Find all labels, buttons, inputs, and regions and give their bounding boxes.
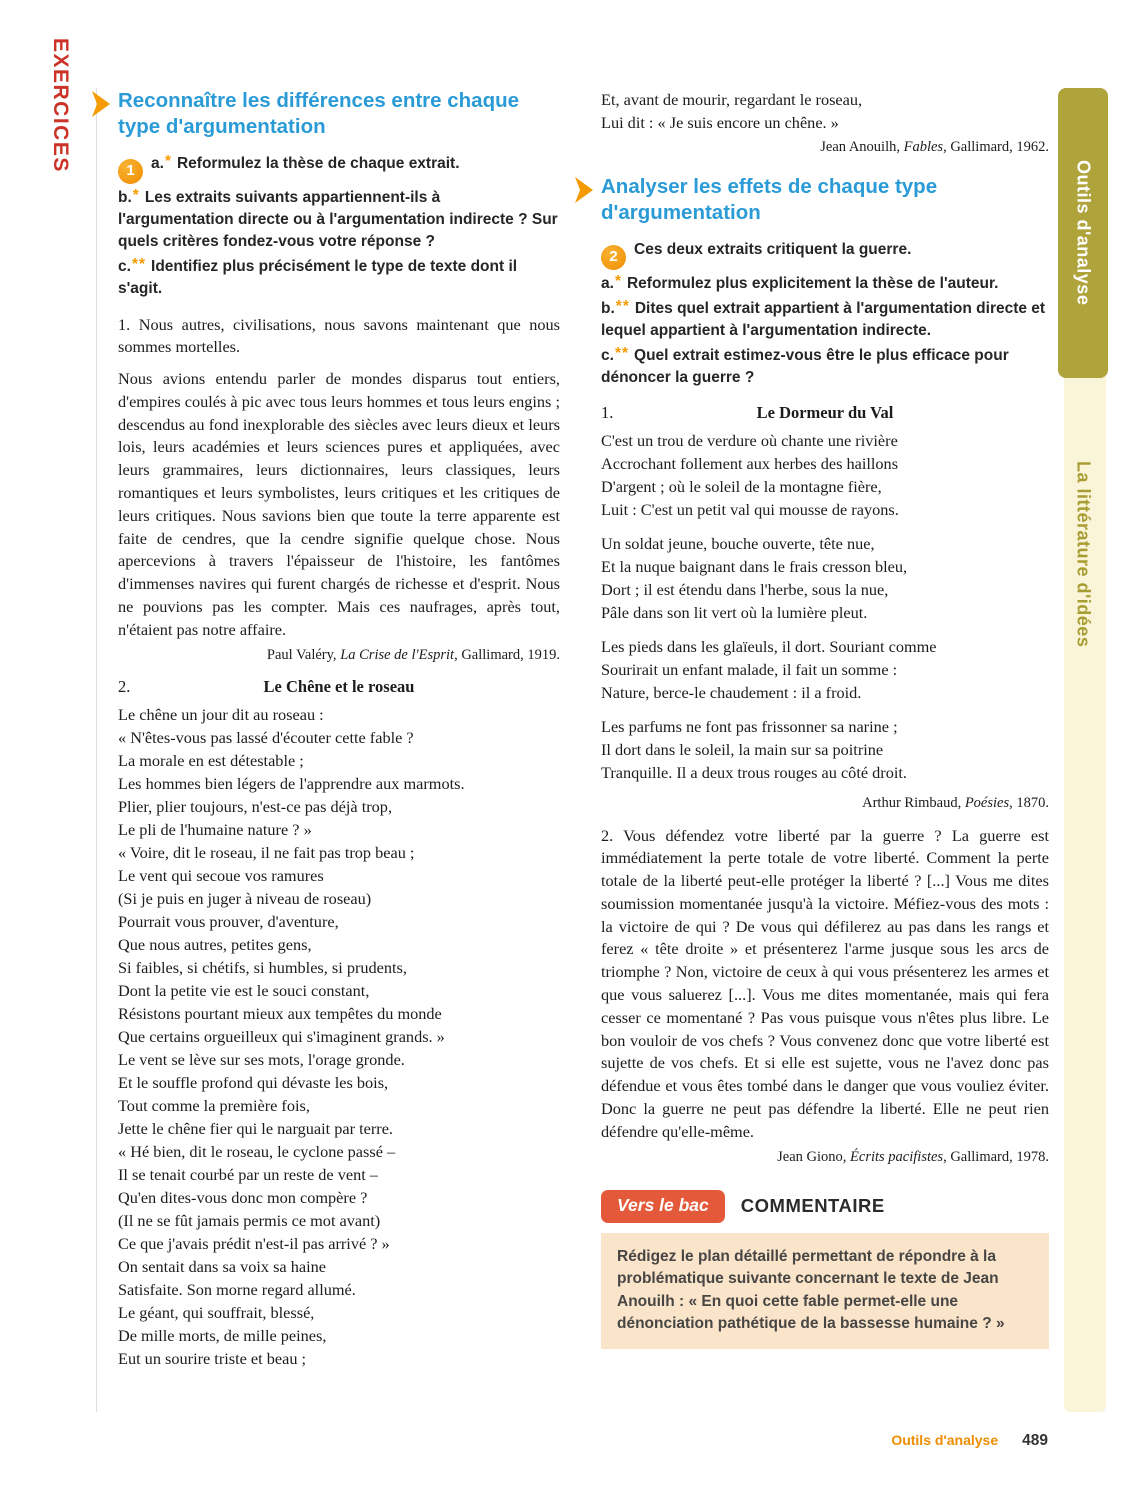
attribution-publisher: , Gallimard, 1919.: [454, 646, 560, 663]
poem-title: Le Chêne et le roseau: [263, 676, 415, 696]
question-text: Identifiez plus précisément le type de texte dont il s'agit.: [118, 257, 518, 297]
dormeur-attribution: [601, 795, 1049, 812]
dormeur-stanza-3: [601, 635, 1049, 704]
question-text: Les extraits suivants appartiennent-ils à l'argumentation directe ou à l'argumentation indirecte ? Sur quels critères fondez-vous votre réponse ?: [118, 188, 558, 250]
text-number: 2.: [118, 676, 131, 696]
poem-line: Et le souffle profond qui dévaste les bois,: [118, 1072, 389, 1092]
question-text: Reformulez plus explicitement la thèse de l'auteur.: [626, 274, 999, 292]
poem-line: Tout comme la première fois,: [118, 1095, 310, 1115]
valery-attribution: [118, 647, 560, 664]
vers-le-bac-row: [601, 1190, 1049, 1223]
poem-line: Le vent se lève sur ses mots, l'orage gronde.: [118, 1049, 405, 1069]
commentaire-instructions-box: Rédigez le plan détaillé permettant de répondre à la problématique suivante concernant le texte de Jean Anouilh : « En quoi cette fable permet-elle une dénonciation pathétique de la bassesse humaine ? »: [601, 1233, 1049, 1349]
exercise-1: [118, 153, 560, 300]
exercise-1-question-a: 1 a.* Reformulez la thèse de chaque extrait.: [118, 153, 560, 184]
poem-line: Plier, plier toujours, n'est-ce pas déjà trop,: [118, 796, 393, 816]
poem-line: La morale en est détestable ;: [118, 750, 304, 770]
poem-line: Si faibles, si chétifs, si humbles, si prudents,: [118, 957, 407, 977]
attribution-publisher: , Gallimard, 1978.: [943, 1148, 1049, 1165]
poem-line: Résistons pourtant mieux aux tempêtes du monde: [118, 1003, 442, 1023]
attribution-author: Jean Anouilh,: [820, 139, 904, 155]
section-heading-2: [601, 174, 1049, 226]
attribution-author: Paul Valéry,: [266, 646, 341, 663]
poem-line: De mille morts, de mille peines,: [118, 1325, 327, 1345]
poem-line: Eut un sourire triste et beau ;: [118, 1348, 307, 1368]
chene-poem-left-part: [118, 703, 560, 1370]
text-number: 1.: [601, 402, 614, 422]
poem-line: Tranquille. Il a deux trous rouges au côté droit.: [601, 762, 907, 782]
commentaire-heading: COMMENTAIRE: [740, 1195, 885, 1217]
poem-line: Il dort dans le soleil, la main sur sa poitrine: [601, 739, 884, 759]
tab-la-litterature-didees: La littérature d'idées: [1073, 460, 1094, 648]
section-2-title: Analyser les effets de chaque type d'argumentation: [601, 175, 938, 224]
question-text: Reformulez la thèse de chaque extrait.: [176, 155, 460, 172]
vers-le-bac-badge: Vers le bac: [601, 1190, 725, 1223]
poem-line: Le pli de l'humaine nature ? »: [118, 819, 312, 839]
poem-line: Sourirait un enfant malade, il fait un somme :: [601, 659, 898, 679]
page-number: 489: [1022, 1432, 1048, 1449]
difficulty-star: **: [615, 297, 630, 315]
poem-line: (Il ne se fût jamais permis ce mot avant): [118, 1210, 381, 1230]
poem-line: Accrochant follement aux herbes des haillons: [601, 453, 899, 473]
dormeur-stanza-2: [601, 532, 1049, 624]
poem-line: Qu'en dites-vous donc mon compère ?: [118, 1187, 368, 1207]
exercise-1-question-b: b.* Les extraits suivants appartiennent-ils à l'argumentation directe ou à l'argumentation indirecte ? Sur quels critères fondez-vous votre réponse ?: [118, 186, 558, 250]
attribution-work-title: La Crise de l'Esprit: [340, 646, 455, 663]
poem-line: « Voire, dit le roseau, il ne fait pas trop beau ;: [118, 842, 415, 862]
valery-body: Nous avions entendu parler de mondes disparus tout entiers, d'empires coulés à pic avec tous leurs hommes et tous leurs engins ; descendus au fond inexplorable des siècles avec leurs dieux et leurs lois, leurs académies et leurs sciences pures et appliquées, avec leurs grammaires, leurs dictionnaires, leurs classiques, leurs romantiques et leurs symbolistes, leurs critiques et les critiques de leurs critiques. Nous savions bien que toute la terre apparente est faite de cendres, que la cendre signifie quelque chose. Nous apercevions à travers l'épaisseur de l'histoire, les fantômes d'immenses navires qui furent chargés de richesse et d'esprit. Nous ne pouvions pas les compter. Mais ces naufrages, après tout, n'étaient pas notre affaire.: [118, 369, 560, 639]
difficulty-star: *: [164, 153, 172, 170]
poem-line: Un soldat jeune, bouche ouverte, tête nue,: [601, 533, 875, 553]
question-text: Dites quel extrait appartient à l'argumentation directe et lequel appartient à l'argumentation indirecte.: [601, 299, 1046, 339]
poem-line: Lui dit : « Je suis encore un chêne. »: [601, 113, 839, 132]
exercise-2: [601, 239, 1049, 389]
footer-section-label: Outils d'analyse: [891, 1432, 999, 1448]
difficulty-star: **: [614, 344, 630, 362]
section-chevron-icon: [575, 177, 593, 203]
poem-line: Ce que j'avais prédit n'est-il pas arrivé ? »: [118, 1233, 390, 1253]
right-column: [601, 88, 1049, 1349]
dormeur-title-row: [601, 403, 1049, 423]
poem-line: Les pieds dans les glaïeuls, il dort. Souriant comme: [601, 636, 937, 656]
exercise-1-number-badge: 1: [118, 159, 143, 184]
page-footer: [891, 1432, 1048, 1450]
poem-line: Dont la petite vie est le souci constant,: [118, 980, 370, 1000]
exercise-2-intro: [601, 239, 1049, 270]
exercise-2-question-b: b.** Dites quel extrait appartient à l'argumentation directe et lequel appartient à l'argumentation indirecte.: [601, 297, 1046, 339]
poem-line: D'argent ; où le soleil de la montagne fière,: [601, 476, 882, 496]
exercise-1-question-c: c.** Identifiez plus précisément le type de texte dont il s'agit.: [118, 255, 518, 297]
poem-line: Dort ; il est étendu dans l'herbe, sous la nue,: [601, 579, 889, 599]
dormeur-stanza-1: [601, 429, 1049, 521]
poem-line: « Hé bien, dit le roseau, le cyclone passé –: [118, 1141, 396, 1161]
chene-title-row: [118, 677, 560, 697]
poem-line: Satisfaite. Son morne regard allumé.: [118, 1279, 356, 1299]
left-column: [118, 88, 560, 1370]
chene-attribution: [601, 139, 1049, 156]
dormeur-stanza-4: [601, 715, 1049, 784]
left-divider-line: [96, 88, 97, 1412]
valery-intro: 1. Nous autres, civilisations, nous savons maintenant que nous sommes mortelles.: [118, 314, 560, 357]
tab-outils-danalyse: Outils d'analyse: [1058, 88, 1108, 378]
poem-line: Pourrait vous prouver, d'aventure,: [118, 911, 339, 931]
poem-line: Les parfums ne font pas frissonner sa narine ;: [601, 716, 898, 736]
poem-line: Le chêne un jour dit au roseau :: [118, 704, 324, 724]
poem-line: Que nous autres, petites gens,: [118, 934, 312, 954]
poem-line: Jette le chêne fier qui le narguait par terre.: [118, 1118, 393, 1138]
poem-line: Que certains orgueilleux qui s'imaginent grands. »: [118, 1026, 445, 1046]
exercise-2-question-c: c.** Quel extrait estimez-vous être le plus efficace pour dénoncer la guerre ?: [601, 344, 1009, 386]
poem-line: On sentait dans sa voix sa haine: [118, 1256, 326, 1276]
question-text: Quel extrait estimez-vous être le plus efficace pour dénoncer la guerre ?: [601, 346, 1009, 386]
chene-poem-right-part: [601, 88, 1049, 134]
poem-line: Il se tenait courbé par un reste de vent –: [118, 1164, 378, 1184]
poem-title: Le Dormeur du Val: [756, 402, 894, 422]
exercise-2-question-a: a.* Reformulez plus explicitement la thèse de l'auteur.: [601, 272, 999, 292]
giono-attribution: [601, 1149, 1049, 1166]
poem-line: Luit : C'est un petit val qui mousse de rayons.: [601, 499, 899, 519]
poem-line: Nature, berce-le chaudement : il a froid.: [601, 682, 862, 702]
giono-body: 2. Vous défendez votre liberté par la guerre ? La guerre est immédiatement la perte totale de votre liberté. Comment la perte totale de la liberté peut-elle protéger la liberté ? [...] Vous me dites soumission momentanée jusqu'à la victoire. Méfiez-vous des mots : la victoire de qui ? De vous qui défilerez au pas dans les rangs et ferez « tête droite » et présenterez l'arme jusque sous les arcs de triomphe ? Non, victoire de ceux à qui vous présenterez les armes et que vous saluerez [...]. Vous me dites momentanée, mais qui fera cesser ce momentané ? Pas vous puisque vous n'êtes plus libre. Le bon vouloir de vos chefs ? Vous convenez donc que votre liberté est sujette de vos chefs. Et si elle est sujette, vous ne l'avez donc pas défendue et vous êtes tombé dans le danger que vous vouliez éviter. Donc la guerre ne peut pas défendre la liberté. Elle ne peut rien défendre qu'elle-même.: [601, 825, 1049, 1141]
section-chevron-icon: [92, 91, 110, 117]
poem-line: Et, avant de mourir, regardant le roseau,: [601, 90, 863, 109]
poem-line: Le vent qui secoue vos ramures: [118, 865, 324, 885]
poem-line: « N'êtes-vous pas lassé d'écouter cette fable ?: [118, 727, 414, 747]
attribution-author: Arthur Rimbaud,: [862, 794, 965, 811]
poem-line: Les hommes bien légers de l'apprendre aux marmots.: [118, 773, 465, 793]
attribution-work-title: Écrits pacifistes: [850, 1148, 944, 1165]
attribution-publisher: , Gallimard, 1962.: [943, 139, 1049, 155]
poem-line: Le géant, qui souffrait, blessé,: [118, 1302, 315, 1322]
section-1-title: Reconnaître les différences entre chaque type d'argumentation: [118, 89, 520, 138]
attribution-work-title: Poésies: [964, 794, 1010, 811]
difficulty-star: **: [131, 255, 147, 273]
exercise-intro-text: Ces deux extraits critiquent la guerre.: [634, 241, 912, 258]
difficulty-star: *: [132, 186, 140, 204]
section-heading-1: [118, 88, 560, 140]
poem-line: (Si je puis en juger à niveau de roseau): [118, 888, 372, 908]
exercise-2-number-badge: 2: [601, 245, 626, 270]
attribution-work-title: Fables: [903, 139, 944, 155]
difficulty-star: *: [614, 272, 622, 290]
poem-line: Et la nuque baignant dans le frais cresson bleu,: [601, 556, 908, 576]
poem-line: Pâle dans son lit vert où la lumière pleut.: [601, 602, 868, 622]
attribution-publisher: , 1870.: [1009, 794, 1049, 811]
poem-line: C'est un trou de verdure où chante une rivière: [601, 430, 898, 450]
attribution-author: Jean Giono,: [777, 1148, 851, 1165]
exercices-rail-label: EXERCICES: [49, 38, 72, 173]
